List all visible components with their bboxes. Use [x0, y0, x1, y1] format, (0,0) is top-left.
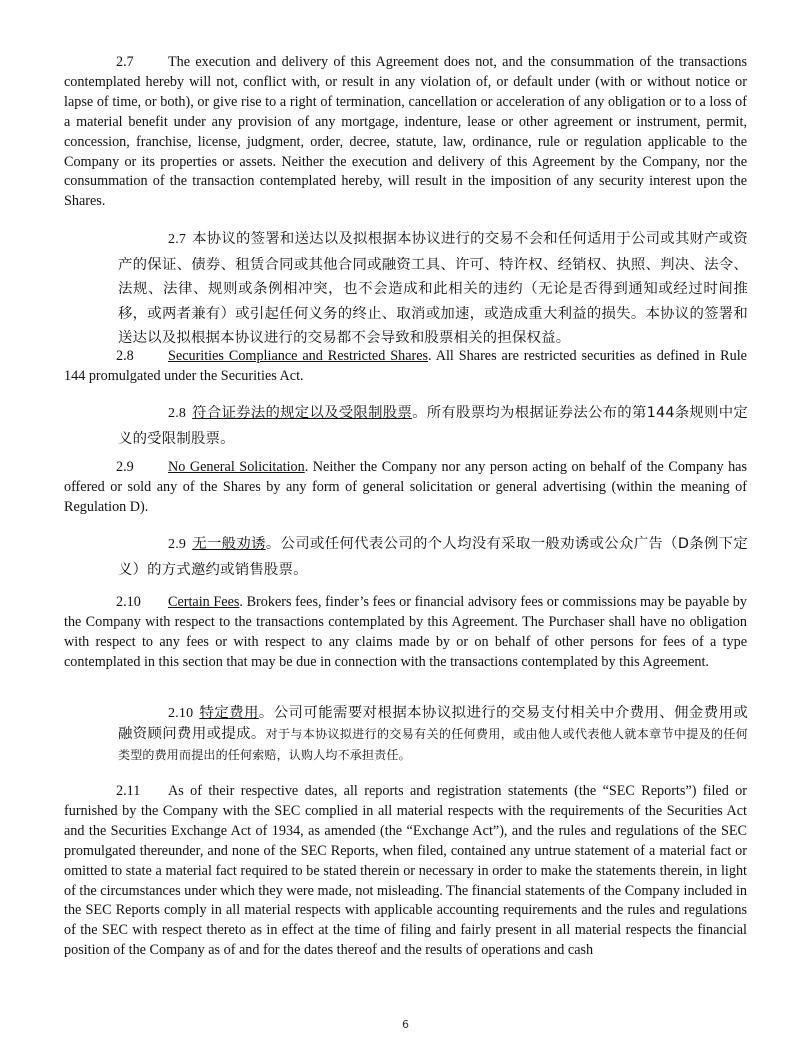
section-2-10-zh	[118, 703, 748, 766]
section-number: 2.7	[116, 54, 134, 70]
page-number: 6	[402, 1018, 409, 1031]
section-text-small: 对于与本协议拟进行的交易有关的任何费用，或由他人或代表他人就本章节中提及的任何类型的费用而提出的任何索赔，认购人均不承担责任。	[118, 727, 748, 762]
section-2-9-en	[64, 458, 747, 518]
section-text: 。公司可能需要对根据本协议拟进行的交易支付相关中介费用、佣金费用或融资顾问费用或提成。	[118, 705, 748, 742]
section-text: The execution and delivery of this Agreement does not, and the consummation of the transactions contemplated hereby will not, conflict with, or result in any violation of, or default under (with or without notice or lapse of time, or both), or give rise to a right of termination, cancellation or acceleration of any obligation or to a loss of a material benefit under any provision of any mortgage, indenture, lease or other agreement or instrument, permit, concession, franchise, license, judgment, order, decree, statute, law, ordinance, rule or regulation applicable to the Company or its properties or assets. Neither the execution and delivery of this Agreement by the Company, nor the consummation of the transaction contemplated hereby, will result in the imposition of any security interest upon the Shares.	[64, 54, 747, 210]
section-text: 。公司或任何代表公司的个人均没有采取一般劝诱或公众广告（D条例下定义）的方式邀约或销售股票。	[118, 536, 748, 578]
section-title: 特定费用	[199, 705, 259, 721]
section-number: 2.7	[168, 232, 187, 247]
section-text: . Brokers fees, finder’s fees or financial advisory fees or commissions may be payable by the Company with respect to the transactions contemplated by this Agreement. The Purchaser shall have no obligation with respect to any fees or with respect to any claims made by or on behalf of other persons for fees of a type contemplated in this section that may be due in connection with the transactions contemplated by this Agreement.	[64, 594, 747, 670]
section-number: 2.9	[116, 459, 134, 475]
section-text: 本协议的签署和送达以及拟根据本协议进行的交易不会和任何适用于公司或其财产或资产的保证、债券、租赁合同或其他合同或融资工具、许可、特许权、经销权、执照、判决、法令、法规、法律、规则或条例相冲突，也不会造成和此相关的违约（无论是否得到通知或经过时间推移，或两者兼有）或引起任何义务的终止、取消或加速，或造成重大利益的损失。本协议的签署和送达以及拟根据本协议进行的交易都不会导致和股票相关的担保权益。	[118, 231, 748, 346]
section-title: No General Solicitation	[168, 459, 305, 475]
section-2-8-en	[64, 347, 747, 387]
section-number: 2.9	[168, 537, 187, 552]
section-2-10-en	[64, 593, 747, 673]
section-2-11-en	[64, 782, 747, 961]
section-number: 2.10	[168, 706, 194, 721]
section-2-8-zh	[118, 401, 748, 451]
section-number: 2.11	[116, 783, 141, 799]
section-2-9-zh	[118, 532, 748, 582]
section-title: Securities Compliance and Restricted Shares	[168, 348, 429, 364]
section-2-7-en	[64, 53, 747, 212]
section-title: Certain Fees	[168, 594, 240, 610]
section-title: 符合证券法的规定以及受限制股票	[192, 405, 413, 421]
section-text: . All Shares are restricted securities as defined in Rule 144 promulgated under the Securities Act.	[64, 348, 747, 384]
section-number: 2.8	[116, 348, 134, 364]
section-text: As of their respective dates, all reports and registration statements (the “SEC Reports”) filed or furnished by the Company with the SEC complied in all material respects with the requirements of the Securities Act and the Securities Exchange Act of 1934, as amended (the “Exchange Act”), and the rules and regulations of the SEC promulgated thereunder, and none of the SEC Reports, when filed, contained any untrue statement of a material fact or omitted to state a material fact required to be stated therein or necessary in order to make the statements therein, in light of the circumstances under which they were made, not misleading. The financial statements of the Company included in the SEC Reports comply in all material respects with applicable accounting requirements and the rules and regulations of the SEC with respect thereto as in effect at the time of filing and fairly present in all material respects the financial position of the Company as of and for the dates thereof and the results of operations and cash	[64, 783, 747, 959]
section-text: . Neither the Company nor any person acting on behalf of the Company has offered or sold any of the Shares by any form of general solicitation or general advertising (within the meaning of Regulation D).	[64, 459, 747, 515]
section-title: 无一般劝诱	[192, 536, 266, 552]
section-text: 。所有股票均为根据证券法公布的第144条规则中定义的受限制股票。	[118, 405, 748, 447]
section-number: 2.8	[168, 406, 187, 421]
section-2-7-zh	[118, 227, 748, 351]
section-number: 2.10	[116, 594, 141, 610]
